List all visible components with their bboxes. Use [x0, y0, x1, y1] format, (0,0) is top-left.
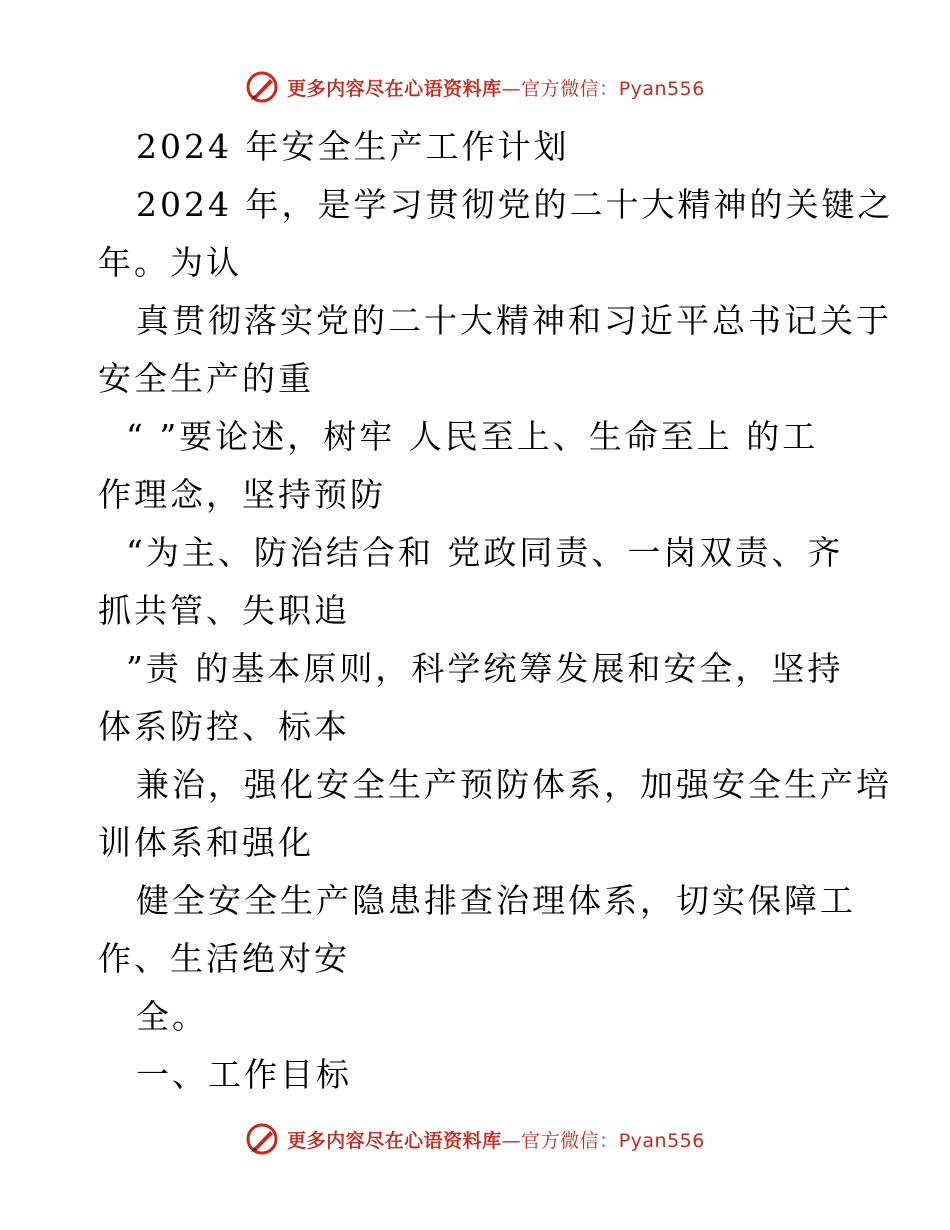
doc-title: 2024 年安全生产工作计划: [136, 127, 570, 166]
paragraph-line: 2024 年，是学习贯彻党的二十大精神的关键之: [136, 185, 894, 224]
document-body: [98, 118, 898, 1104]
paragraph-line: 训体系和强化: [98, 823, 314, 862]
paragraph-line: 年。为认: [98, 243, 242, 282]
watermark-header: [0, 70, 950, 104]
watermark-footer: [0, 1122, 950, 1156]
watermark-text: [287, 74, 705, 101]
paragraph-line: 全。: [136, 997, 208, 1036]
pen-logo-icon: [245, 1122, 279, 1156]
paragraph-line: “ ”要论述，树牢 人民至上、生命至上 的工: [126, 417, 819, 456]
watermark-main: 更多内容尽在心语资料库: [287, 1129, 502, 1152]
pen-logo-icon: [245, 70, 279, 104]
paragraph-line: ”责 的基本原则，科学统筹发展和安全，坚持: [126, 649, 844, 688]
watermark-id: Pyan556: [618, 77, 705, 100]
paragraph-line: 健全安全生产隐患排查治理体系，切实保障工: [136, 881, 856, 920]
watermark-text: [287, 1126, 705, 1153]
section-heading: 一、工作目标: [136, 1055, 352, 1094]
paragraph-line: 兼治，强化安全生产预防体系，加强安全生产培: [136, 765, 892, 804]
paragraph-line: 抓共管、失职追: [98, 591, 350, 630]
watermark-id: Pyan556: [618, 1129, 705, 1152]
paragraph-line: 真贯彻落实党的二十大精神和习近平总书记关于: [136, 301, 892, 340]
paragraph-line: 体系防控、标本: [98, 707, 350, 746]
watermark-main: 更多内容尽在心语资料库: [287, 77, 502, 100]
paragraph-line: 安全生产的重: [98, 359, 314, 398]
watermark-sep: —官方微信：: [501, 77, 619, 100]
paragraph-line: “为主、防治结合和 党政同责、一岗双责、齐: [126, 533, 844, 572]
watermark-sep: —官方微信：: [501, 1129, 619, 1152]
paragraph-line: 作理念，坚持预防: [98, 475, 386, 514]
paragraph-line: 作、生活绝对安: [98, 939, 350, 978]
